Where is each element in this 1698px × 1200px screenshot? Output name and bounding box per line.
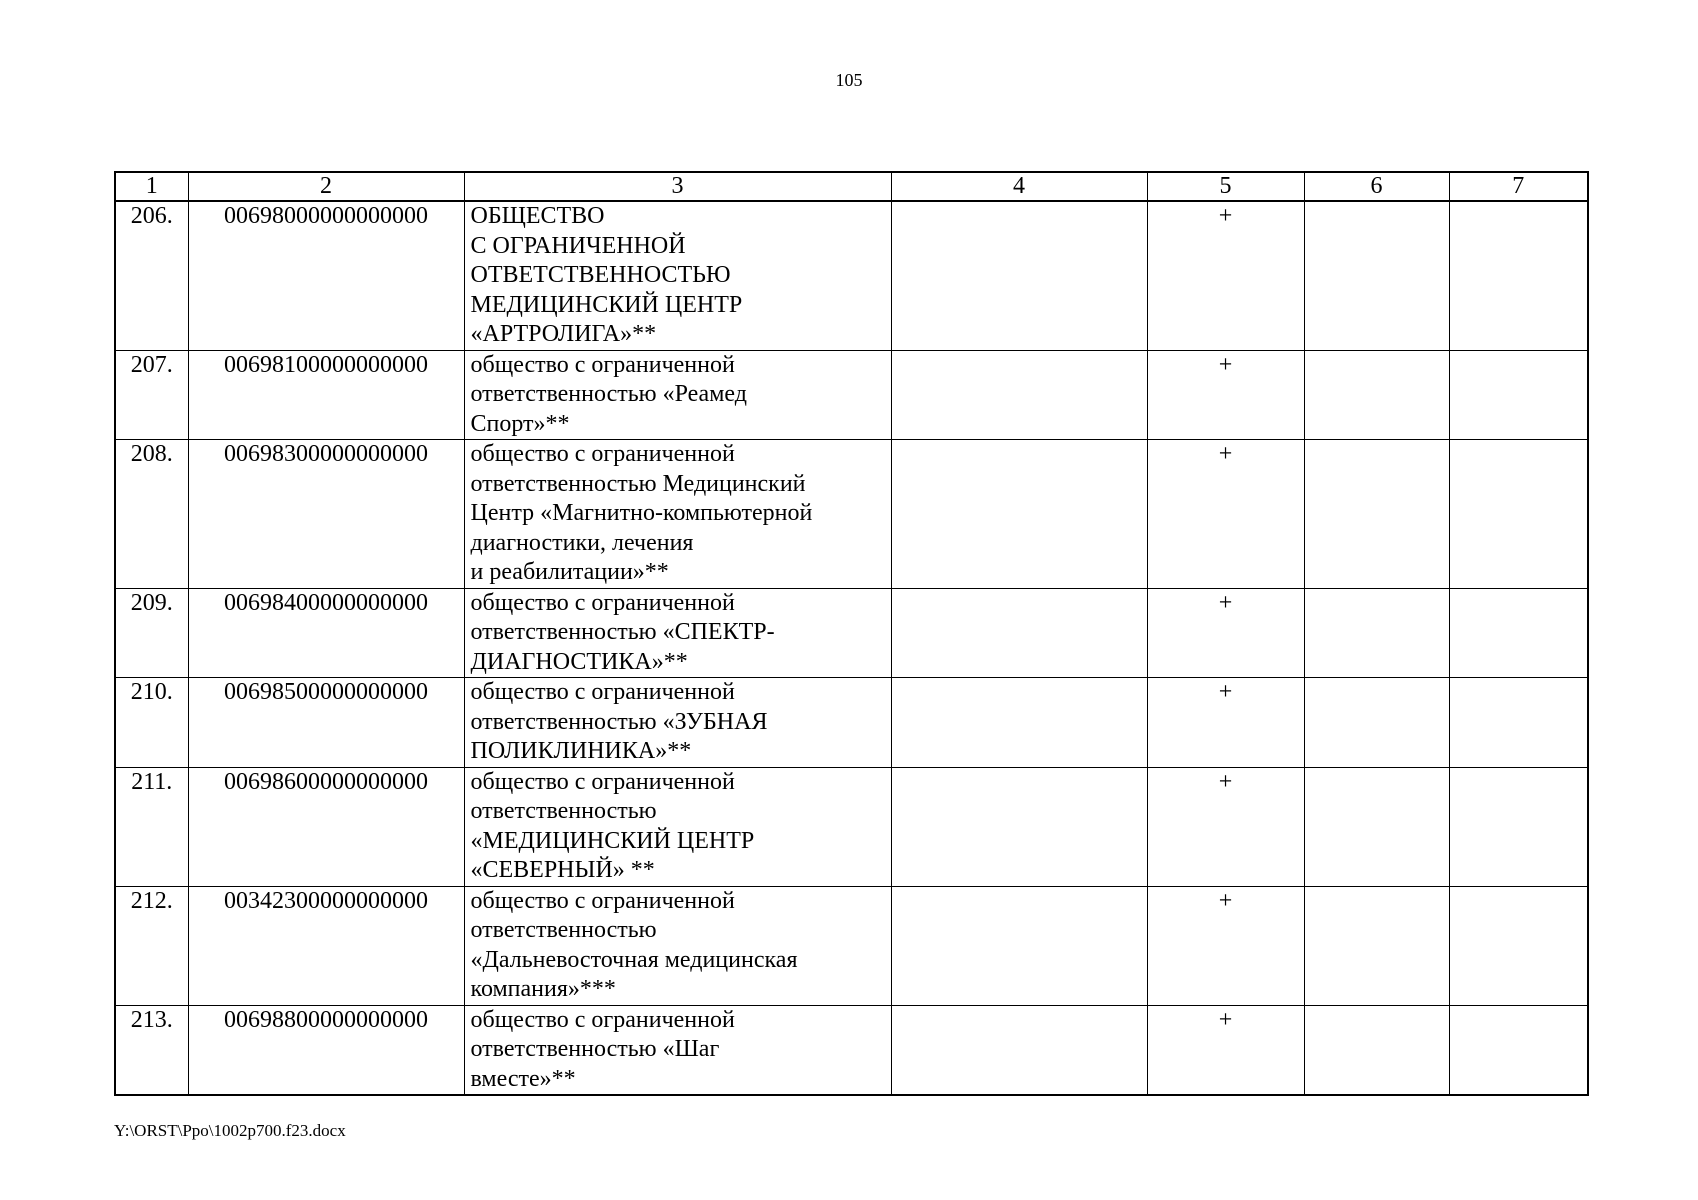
table-row [115,678,1588,768]
cell-organization-name: общество с ограниченной ответственностью «СПЕКТР- ДИАГНОСТИКА»** [464,588,891,678]
cell-col4 [891,201,1147,350]
cell-col7 [1449,201,1588,350]
cell-code: 00698800000000000 [188,1005,464,1095]
cell-col4 [891,440,1147,589]
cell-col6 [1304,588,1449,678]
cell-col6 [1304,767,1449,886]
cell-code: 00698300000000000 [188,440,464,589]
cell-organization-name: общество с ограниченной ответственностью «Реамед Спорт»** [464,350,891,440]
table-row [115,350,1588,440]
cell-col4 [891,588,1147,678]
cell-col5: + [1147,1005,1304,1095]
cell-code: 00698000000000000 [188,201,464,350]
column-header-3: 3 [464,172,891,201]
table-row [115,440,1588,589]
table-row [115,201,1588,350]
cell-organization-name: общество с ограниченной ответственностью Медицинский Центр «Магнитно-компьютерной диагностики, лечения и реабилитации»** [464,440,891,589]
cell-col7 [1449,886,1588,1005]
cell-col6 [1304,440,1449,589]
cell-number: 209. [115,588,188,678]
cell-col7 [1449,588,1588,678]
cell-col6 [1304,350,1449,440]
cell-col5: + [1147,588,1304,678]
cell-col6 [1304,1005,1449,1095]
cell-organization-name: ОБЩЕСТВО С ОГРАНИЧЕННОЙ ОТВЕТСТВЕННОСТЬЮ МЕДИЦИНСКИЙ ЦЕНТР «АРТРОЛИГА»** [464,201,891,350]
cell-number: 206. [115,201,188,350]
registry-table [114,171,1589,1096]
cell-code: 00342300000000000 [188,886,464,1005]
cell-col7 [1449,350,1588,440]
cell-col5: + [1147,767,1304,886]
cell-col5: + [1147,440,1304,589]
cell-col5: + [1147,886,1304,1005]
cell-organization-name: общество с ограниченной ответственностью «МЕДИЦИНСКИЙ ЦЕНТР «СЕВЕРНЫЙ» ** [464,767,891,886]
cell-col5: + [1147,678,1304,768]
footer-file-path: Y:\ORST\Ppo\1002p700.f23.docx [114,1121,346,1140]
cell-col6 [1304,886,1449,1005]
cell-col4 [891,1005,1147,1095]
column-header-1: 1 [115,172,188,201]
cell-col4 [891,350,1147,440]
cell-number: 210. [115,678,188,768]
cell-col7 [1449,1005,1588,1095]
cell-code: 00698500000000000 [188,678,464,768]
table-row [115,1005,1588,1095]
cell-col5: + [1147,350,1304,440]
table-row [115,767,1588,886]
cell-organization-name: общество с ограниченной ответственностью «ЗУБНАЯ ПОЛИКЛИНИКА»** [464,678,891,768]
column-header-7: 7 [1449,172,1588,201]
cell-code: 00698600000000000 [188,767,464,886]
cell-number: 213. [115,1005,188,1095]
cell-col7 [1449,678,1588,768]
cell-col7 [1449,767,1588,886]
table-row [115,588,1588,678]
cell-col4 [891,678,1147,768]
column-header-2: 2 [188,172,464,201]
cell-code: 00698400000000000 [188,588,464,678]
cell-col4 [891,886,1147,1005]
cell-number: 208. [115,440,188,589]
page-number: 105 [835,70,863,90]
cell-organization-name: общество с ограниченной ответственностью «Шаг вместе»** [464,1005,891,1095]
table-body [115,201,1588,1095]
cell-number: 212. [115,886,188,1005]
cell-number: 211. [115,767,188,886]
cell-number: 207. [115,350,188,440]
column-header-4: 4 [891,172,1147,201]
cell-organization-name: общество с ограниченной ответственностью «Дальневосточная медицинская компания»*** [464,886,891,1005]
column-header-6: 6 [1304,172,1449,201]
table-row [115,886,1588,1005]
cell-col4 [891,767,1147,886]
cell-col7 [1449,440,1588,589]
cell-col6 [1304,678,1449,768]
cell-code: 00698100000000000 [188,350,464,440]
cell-col5: + [1147,201,1304,350]
column-header-5: 5 [1147,172,1304,201]
cell-col6 [1304,201,1449,350]
header-row [115,172,1588,201]
